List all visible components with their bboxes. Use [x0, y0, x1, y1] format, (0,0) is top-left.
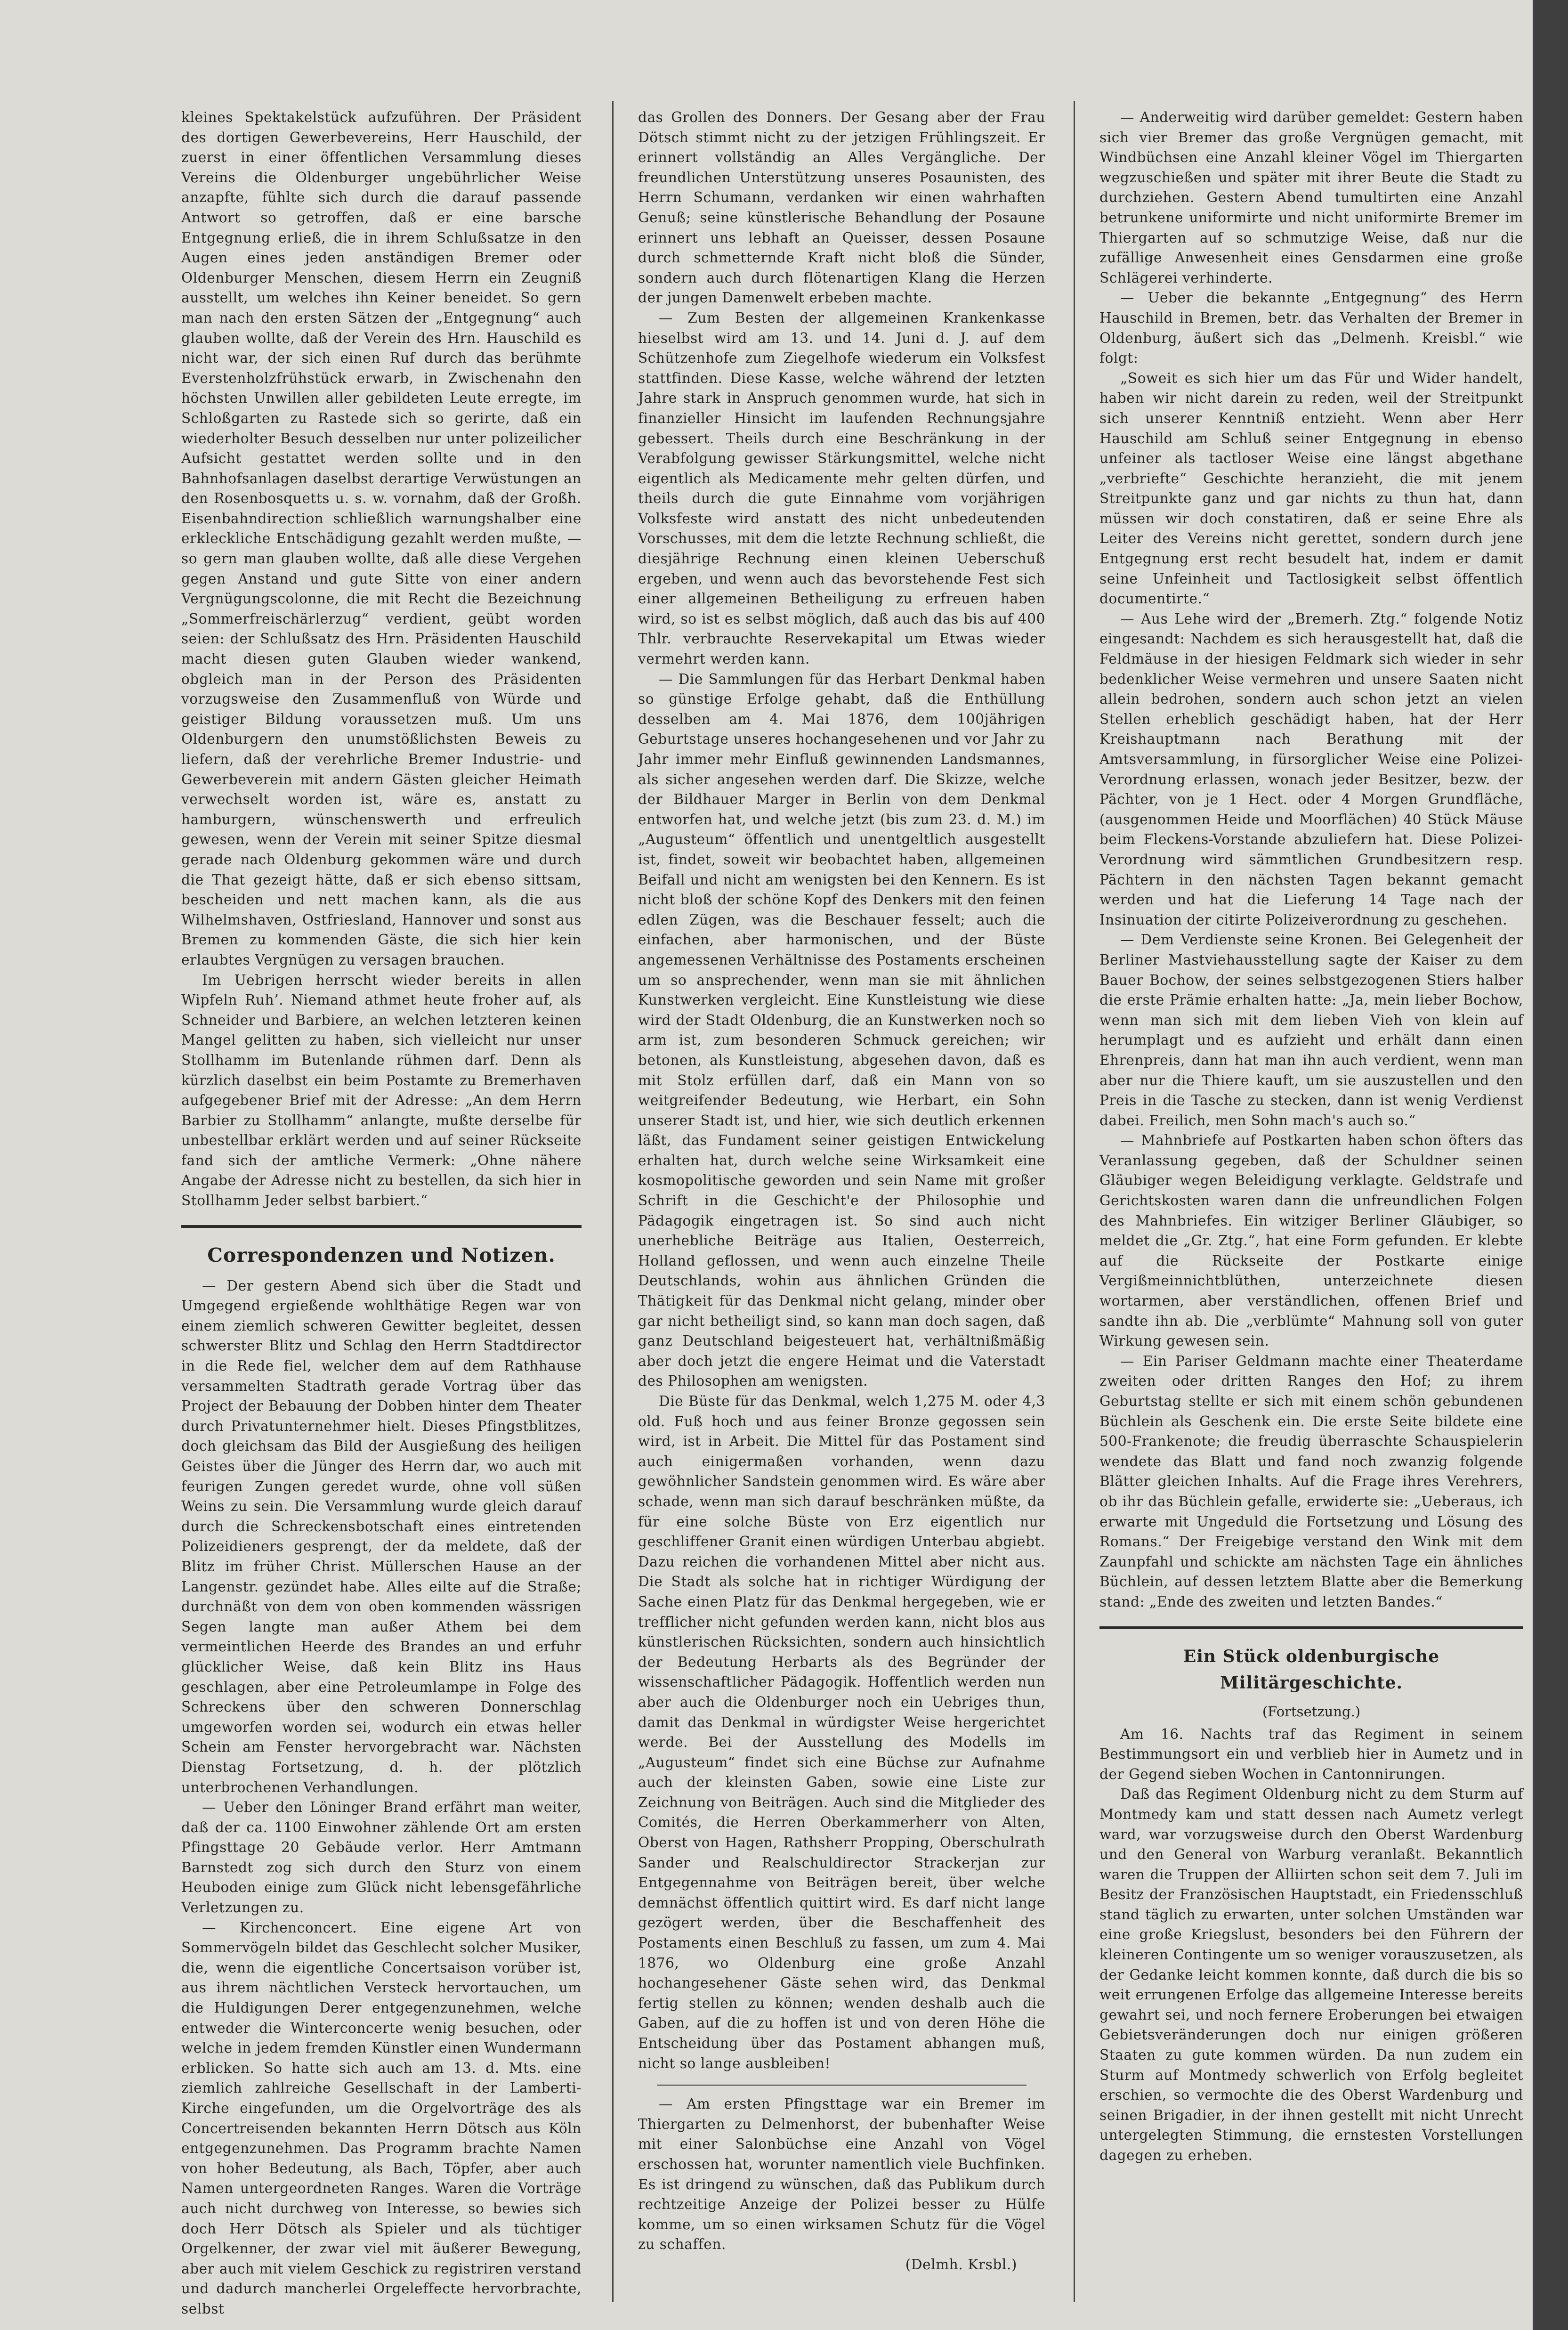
article-paragraph: — Die Sammlungen für das Herbart Denkmal haben so günstige Erfolge gehabt, daß die Enthüllung desselben am 4. Mai 1876, dem 100jährigen Geburtstage unseres hochangesehenen und vor Jahr zu Jahr immer mehr Einfluß gewinnenden Landsmannes, als sicher angesehen werden darf. Die Skizze, welche der Bildhauer Marger in Berlin von dem Denkmal entworfen hat, und welche jetzt (bis zum 23. d. M.) im „Augusteum“ öffentlich und unentgeltlich ausgestellt ist, findet, soweit wir beobachtet haben, allgemeinen Beifall und nicht am wenigsten bei den Kennern. Es ist nicht bloß der schöne Kopf des Denkers mit den feinen edlen Zügen, was die Beschauer fesselt; auch die einfachen, aber harmonischen, und der Büste angemessenen Verhältnisse des Postaments erscheinen um so ansprechender, wenn man sie mit ähnlichen Kunstwerken vergleicht. Eine Kunstleistung wie diese wird der Stadt Oldenburg, die an Kunstwerken noch so arm ist, zum besonderen Schmuck gereichen; wir betonen, als Kunstleistung, abgesehen davon, daß es mit Stolz erfüllen darf, daß ein Mann von so weitgreifender Bedeutung, wie Herbart, ein Sohn unserer Stadt ist, und hier, wie sich deutlich erkennen läßt, das Fundament seiner geistigen Entwickelung erhalten hat, durch welche seine Wirksamkeit eine kosmopolitische geworden und sein Name mit großer Schrift in die Geschicht'e der Philosophie und Pädagogik eingetragen ist. So sind auch nicht unerhebliche Beiträge aus Italien, Oesterreich, Holland geflossen, und wenn auch einzelne Theile Deutschlands, wohin aus ähnlichen Gründen die Thätigkeit für das Denkmal nicht gelang, minder ober gar nicht betheiligt sind, so kann man doch sagen, daß ganz Deutschland beigesteuert hat, verhältnißmäßig aber doch jetzt die engere Heimat und die Vaterstadt des Philosophen am wenigsten.: [638, 671, 1045, 1389]
column-1: [181, 107, 582, 2317]
article-paragraph: — Der gestern Abend sich über die Stadt und Umgegend ergießende wohlthätige Regen war von einem ziemlich schweren Gewitter begleitet, dessen schwerster Blitz und Schlag den Herrn Stadtdirector in die Rede fiel, welcher dem auf dem Rathhause versammelten Stadtrath gerade Vortrag über das Project der Bebauung der Dobben hinter dem Theater durch Privatunternehmer hielt. Dieses Pfingstblitzes, doch gleichsam das Bild der Ausgießung des heiligen Geistes über die Jünger des Herrn dar, wo auch mit feurigen Zungen geredet wurde, ohne voll süßen Weins zu sein. Die Versammlung wurde gleich darauf durch die Schreckensbotschaft eines eintretenden Polizeidieners gesprengt, der da meldete, daß der Blitz im früher Christ. Müllerschen Hause an der Langenstr. gezündet habe. Alles eilte auf die Straße; durchnäßt von dem von oben kommenden wässrigen Segen langte man außer Athem bei dem vermeintlichen Heerde des Brandes an und erfuhr glücklicher Weise, daß kein Blitz ins Haus geschlagen, aber eine Petroleumlampe in Folge des Schreckens über den schweren Donnerschlag umgeworfen worden sei, wodurch ein etwas heller Schein am Fenster hervorgebracht war. Nächsten Dienstag Fortsetzung, d. h. der plötzlich unterbrochenen Verhandlungen.: [181, 1277, 582, 1795]
scan-border: [1533, 0, 1568, 2330]
section-heading: Ein Stück oldenburgische Militärgeschichte.: [1183, 1646, 1440, 1693]
article-paragraph: — Ueber den Löninger Brand erfährt man weiter, daß der ca. 1100 Einwohner zählende Ort am ersten Pfingsttage 20 Gebäude verlor. Herr Amtmann Barnstedt zog sich durch den Sturz von einem Heuboden einige zum Glück nicht lebensgefährliche Verletzungen zu.: [181, 1799, 582, 1916]
section-divider: [1099, 1626, 1523, 1629]
article-paragraph: — Kirchenconcert. Eine eigene Art von Sommervögeln bildet das Geschlecht solcher Musiker, die, wenn die eigentliche Concertsaison vorüber ist, aus ihrem nächtlichen Versteck hervortauchen, um die Huldigungen Derer entgegenzunehmen, welche entweder die Winterconcerte wenig besuchen, oder welche in jedem fremden Künstler einen Wundermann erblicken. So hatte sich auch am 13. d. Mts. eine ziemlich zahlreiche Gesellschaft in der Lamberti-Kirche eingefunden, um die Orgelvorträge des als Concertreisenden bekannten Herrn Dötsch aus Köln entgegenzunehmen. Das Programm brachte Namen von hoher Bedeutung, als Bach, Töpfer, aber auch Namen untergeordneten Ranges. Waren die Vorträge auch nicht durchweg von Interesse, so bewies sich doch Herr Dötsch als Spieler und als tüchtiger Orgelkenner, der zwar viel mit äußerer Bewegung, aber auch mit vielem Geschick zu registriren verstand und dadurch mancherlei Orgeleffecte hervorbrachte, selbst: [181, 1919, 582, 2317]
article-paragraph: Die Büste für das Denkmal, welch 1,275 M. oder 4,3 old. Fuß hoch und aus feiner Bronze gegossen sein wird, ist in Arbeit. Die Mittel für das Postament sind auch einigermaßen vorhanden, wenn dazu gewöhnlicher Sandstein genommen wird. Es wäre aber schade, wenn man sich darauf beschränken müßte, da für eine solche Büste von Erz eigentlich nur geschliffener Granit einen würdigen Unterbau abgiebt. Dazu reichen die vorhandenen Mittel aber nicht aus. Die Stadt als solche hat in richtiger Würdigung der Sache einen Platz für das Denkmal hergegeben, wie er trefflicher nicht gefunden werden kann, nicht blos aus künstlerischen Rücksichten, sondern auch hinsichtlich der Bedeutung Herbarts als des Begründer der wissenschaftlicher Pädagogik. Hoffentlich werden nun aber auch die Oldenburger noch ein Uebriges thun, damit das Denkmal in würdigster Weise hergerichtet werde. Bei der Ausstellung des Modells im „Augusteum“ findet sich eine Büchse zur Aufnahme auch der kleinsten Gaben, sowie eine Liste zur Zeichnung von Beiträgen. Auch sind die Mitglieder des Comités, die Herren Oberkammerherr von Alten, Oberst von Hagen, Rathsherr Propping, Oberschulrath Sander und Realschuldirector Strackerjan zur Entgegennahme von Beiträgen bereit, über welche demnächst öffentlich quittirt wird. Es darf nicht lange gezögert werden, über die Beschaffenheit des Postaments einen Beschluß zu fassen, um zum 4. Mai 1876, wo Oldenburg eine große Anzahl hochangesehener Gäste sehen wird, das Denkmal fertig stellen zu können; wenden deshalb auch die Gaben, auf die zu hoffen ist und von deren Höhe die Entscheidung über das Postament abhangen muß, nicht so lange ausbleiben!: [638, 1393, 1045, 2071]
article-paragraph: „Soweit es sich hier um das Für und Wider handelt, haben wir nicht darein zu reden, weil der Streitpunkt sich unserer Kenntniß entzieht. Wenn aber Herr Hauschild am Schluß seiner Entgegnung in ebenso unfeiner als tactloser Weise eine längst abgethane „verbriefte“ Geschichte heranzieht, die mit jenem Streitpunkte ganz und gar nichts zu thun hat, dann müssen wir doch constatiren, daß er seine Ehre als Leiter des Vereins nicht gerettet, sondern durch jene Entgegnung erst recht besudelt hat, indem er damit seine Unfeinheit und Tactlosigkeit selbst öffentlich documentirte.“: [1099, 370, 1523, 607]
column-3: [1099, 107, 1523, 2302]
article-paragraph: das Grollen des Donners. Der Gesang aber der Frau Dötsch stimmt nicht zu der jetzigen Frühlingszeit. Er erinnert vollständig an Alles Vergängliche. Der freundlichen Unterstützung unseres Posaunisten, des Herrn Schumann, verdanken wir einen wahrhaften Genuß; seine künstlerische Behandlung der Posaune erinnert uns lebhaft an Queisser, dessen Posaune durch schmetternde Kraft nicht bloß die Sünder, sondern auch durch flötenartigen Klang die Herzen der jungen Damenwelt erbeben machte.: [638, 109, 1045, 306]
article-paragraph: — Ueber die bekannte „Entgegnung“ des Herrn Hauschild in Bremen, betr. das Verhalten der Bremer in Oldenburg, äußert sich das „Delmenh. Kreisbl.“ wie folgt:: [1099, 290, 1523, 366]
section-divider: [181, 1225, 582, 1228]
article-paragraph: — Mahnbriefe auf Postkarten haben schon öfters das Veranlassung gegeben, daß der Schuldner seinen Gläubiger wegen Beleidigung verklagte. Geldstrafe und Gerichtskosten waren dann die unfreundlichen Folgen des Mahnbriefes. Ein witziger Berliner Gläubiger, so meldet die „Gr. Ztg.“, hat eine Form gefunden. Er klebte auf die Rückseite der Postkarte einige Vergißmeinnichtblüthen, unterzeichnete diesen wortarmen, aber verständlichen, offenen Brief und sandte ihn ab. Die „verblümte“ Mahnung soll von guter Wirkung gewesen sein.: [1099, 1132, 1523, 1349]
column-rule: [1074, 101, 1075, 2302]
column-2: [638, 107, 1045, 2302]
section-subtitle: (Fortsetzung.): [1262, 1703, 1361, 1720]
article-paragraph: — Am ersten Pfingsttage war ein Bremer im Thiergarten zu Delmenhorst, der bubenhafter Weise mit einer Salonbüchse eine Anzahl von Vögel erschossen hat, worunter namentlich viele Buchfinken. Es ist dringend zu wünschen, daß das Publikum durch rechtzeitige Anzeige der Polizei besser zu Hülfe komme, um so einen wirksamen Schutz für die Vögel zu schaffen.: [638, 2096, 1045, 2253]
article-paragraph: — Anderweitig wird darüber gemeldet: Gestern haben sich vier Bremer das große Vergnügen gemacht, mit Windbüchsen eine Anzahl kleiner Vögel im Thiergarten wegzuschießen und später mit ihrer Beute die Stadt zu durchziehen. Gestern Abend tumultirten eine Anzahl betrunkene uniformirte und nicht uniformirte Bremer im Thiergarten auf so schmutzige Weise, daß nur die zufällige Anwesenheit eines Gensdarmen eine große Schlägerei verhinderte.: [1099, 109, 1523, 286]
section-heading: Correspondenzen und Notizen.: [207, 1243, 556, 1266]
article-paragraph: Im Uebrigen herrscht wieder bereits in allen Wipfeln Ruh’. Niemand athmet heute froher auf, als Schneider und Barbiere, an welchen letzteren keinen Mangel gelitten zu haben, sich vielleicht nur unser Stollhamm im Butenlande rühmen darf. Denn als kürzlich daselbst ein beim Postamte zu Bremerhaven aufgegebener Brief mit der Adresse: „An dem Herrn Barbier zu Stollhamm“ anlangte, mußte derselbe für unbestellbar erklärt werden und auf seiner Rückseite fand sich der amtliche Vermerk: „Ohne nähere Angabe der Adresse nicht zu bestellen, da sich hier in Stollhamm Jeder selbst barbiert.“: [181, 972, 582, 1209]
article-divider: [657, 2085, 1026, 2086]
article-paragraph: — Zum Besten der allgemeinen Krankenkasse hieselbst wird am 13. und 14. Juni d. J. auf dem Schützenhofe zum Ziegelhofe wiederum ein Volksfest stattfinden. Diese Kasse, welche während der letzten Jahre stark in Anspruch genommen wurde, hat sich in finanzieller Hinsicht im laufenden Rechnungsjahre gebessert. Theils durch eine Beschränkung in der Verabfolgung gewisser Stärkungsmittel, welche nicht eigentlich als Medicamente mehr gelten dürfen, und theils durch die gute Einnahme vom vorjährigen Volksfeste wird anstatt des nicht unbedeutenden Vorschusses, mit dem die letzte Rechnung schließt, die diesjährige Rechnung einen kleinen Ueberschuß ergeben, und wenn auch das bevorstehende Fest sich einer allgemeinen Betheiligung zu erfreuen haben wird, so ist es selbst möglich, daß auch das bis auf 400 Thlr. verbrauchte Reservekapital um Etwas wieder vermehrt werden kann.: [638, 309, 1045, 667]
article-paragraph: — Dem Verdienste seine Kronen. Bei Gelegenheit der Berliner Mastviehausstellung sagte der Kaiser zu dem Bauer Bochow, der seines selbstgezogenen Stiers halber die erste Prämie erhalten hatte: „Ja, mein lieber Bochow, wenn man sich mit dem lieben Vieh von klein auf herumplagt und es aufzieht und erhält dann einen Ehrenpreis, dann hat man ihn auch verdient, wenn man aber nur die Thiere kauft, um sie auszustellen und den Preis in die Tasche zu stecken, dann ist wenig Verdienst dabei. Freilich, men Sohn mach's auch so.“: [1099, 932, 1523, 1128]
article-paragraph: Am 16. Nachts traf das Regiment in seinem Bestimmungsort ein und verblieb hier in Aumetz und in der Gegend sieben Wochen in Cantonnirungen.: [1099, 1726, 1523, 1782]
column-rule: [612, 101, 614, 2302]
source-signature: (Delmh. Krsbl.): [905, 2256, 1017, 2273]
article-paragraph: — Ein Pariser Geldmann machte einer Theaterdame zweiten oder dritten Ranges den Hof; zu ihrem Geburtstag stellte er sich mit einem schön gebundenen Büchlein als Geschenk ein. Die erste Seite bildete eine 500-Frankenote; die freudig überraschte Schauspielerin wendete das Blatt und fand noch zwanzig folgende Blätter gleichen Inhalts. Auf die Frage ihres Verehrers, ob ihr das Büchlein gefalle, erwiderte sie: „Ueberaus, ich erwarte mit Ungeduld die Fortsetzung und Lösung des Romans.“ Der Freigebige verstand den Wink mit dem Zaunpfahl und schickte am nächsten Tage ein ähnliches Büchlein, auf dessen letztem Blatte aber die Bemerkung stand: „Ende des zweiten und letzten Bandes.“: [1099, 1353, 1523, 1610]
article-paragraph: kleines Spektakelstück aufzuführen. Der Präsident des dortigen Gewerbevereins, Herr Hauschild, der zuerst in einer öffentlichen Versammlung dieses Vereins die Oldenburger ungebührlicher Weise anzapfte, fühlte sich durch die darauf passende Antwort so getroffen, daß er eine barsche Entgegnung erließ, die in ihrem Schlußsatze in den Augen eines jeden anständigen Bremer oder Oldenburger Menschen, diesem Herrn ein Zeugniß ausstellt, um welches ihn Keiner beneidet. So gern man nach den ersten Sätzen der „Entgegnung“ auch glauben wollte, daß der Verein des Hrn. Hauschild es nicht war, der sich einen Ruf durch das berühmte Everstenholzfrühstück erwarb, in Zwischenahn den höchsten Unwillen aller gebildeten Leute erregte, im Schloßgarten zu Rastede sich so gerirte, daß ein wiederholter Besuch desselben nur unter polizeilicher Aufsicht gestattet werden sollte und in den Bahnhofsanlagen daselbst derartige Verwüstungen an den Rosenbosquetts u. s. w. vornahm, daß der Großh. Eisenbahndirection schließlich warnungshalber eine erkleckliche Entschädigung gezahlt werden mußte, — so gern man glauben wollte, daß alle diese Vergehen gegen Anstand und gute Sitte von einer andern Vergnügungscolonne, die mit Recht die Bezeichnung „Sommerfreischärlerzug“ verdient, geübt worden seien: der Schlußsatz des Hrn. Präsidenten Hauschild macht diesen guten Glauben wieder wankend, obgleich man in der Person des Präsidenten vorzugsweise den Zusammenfluß von Würde und geistiger Bildung voraussetzen muß. Um uns Oldenburgern den unumstößlichsten Beweis zu liefern, daß der verehrliche Bremer Industrie- und Gewerbeverein mit andern Gästen gleicher Heimath verwechselt worden ist, wäre es, anstatt zu hamburgern, wünschenswerth und erfreulich gewesen, wenn der Verein mit seiner Spitze diesmal gerade nach Oldenburg gekommen wäre und durch die That gezeigt hätte, daß er sich ebenso sittsam, bescheiden und nett machen kann, als die aus Wilhelmshaven, Ostfriesland, Hannover und sonst aus Bremen zu kommenden Gäste, die sich hier kein erlaubtes Vergnügen zu versagen brauchen.: [181, 109, 582, 968]
article-paragraph: — Aus Lehe wird der „Bremerh. Ztg.“ folgende Notiz eingesandt: Nachdem es sich herausgestellt hat, daß die Feldmäuse in der hiesigen Feldmark sich wieder in sehr bedenklicher Weise vermehren und unsere Saaten nicht allein bedrohen, sondern auch schon jetzt an vielen Stellen erheblich geschädigt haben, hat der Herr Kreishauptmann nach Berathung mit der Amtsversammlung, in fürsorglicher Weise eine Polizei-Verordnung erlassen, wonach jeder Besitzer, bezw. der Pächter, von je 1 Hect. oder 4 Morgen Grundfläche, (ausgenommen Heide und Moorflächen) 40 Stück Mäuse beim Fleckens-Vorstande abzuliefern hat. Diese Polizei-Verordnung wird sämmtlichen Grundbesitzern resp. Pächtern in den nächsten Tagen bekannt gemacht werden und hat die Lieferung 14 Tage nach der Insinuation der citirte Polizeiverordnung zu geschehen.: [1099, 610, 1523, 928]
article-paragraph: Daß das Regiment Oldenburg nicht zu dem Sturm auf Montmedy kam und statt dessen nach Aumetz verlegt ward, war vorzugsweise durch den Oberst Wardenburg und den General von Warburg veranlaßt. Bekanntlich waren die Truppen der Alliirten schon seit dem 7. Juli im Besitz der Französischen Hauptstadt, ein Friedensschluß stand täglich zu erwarten, unter solchen Umständen war eine große Kriegslust, besonders bei den Führern der kleineren Contingente um so weniger vorauszusetzen, als der Gedanke leicht kommen konnte, daß durch die bis so weit errungenen Erfolge das allgemeine Interesse bereits gewahrt sei, und noch fernere Eroberungen bei etwaigen Gebietsveränderungen doch nur einigen größeren Staaten zu gute kommen würden. Da nun zudem ein Sturm auf Montmedy schwerlich von Erfolg begleitet erschien, so vermochte die des Oberst Wardenburg und seinen Brigadier, in der ihnen gestellt mit nicht Unrecht untergelegten Stimmung, die ernstesten Vorstellungen dagegen zu erheben.: [1099, 1786, 1523, 2163]
